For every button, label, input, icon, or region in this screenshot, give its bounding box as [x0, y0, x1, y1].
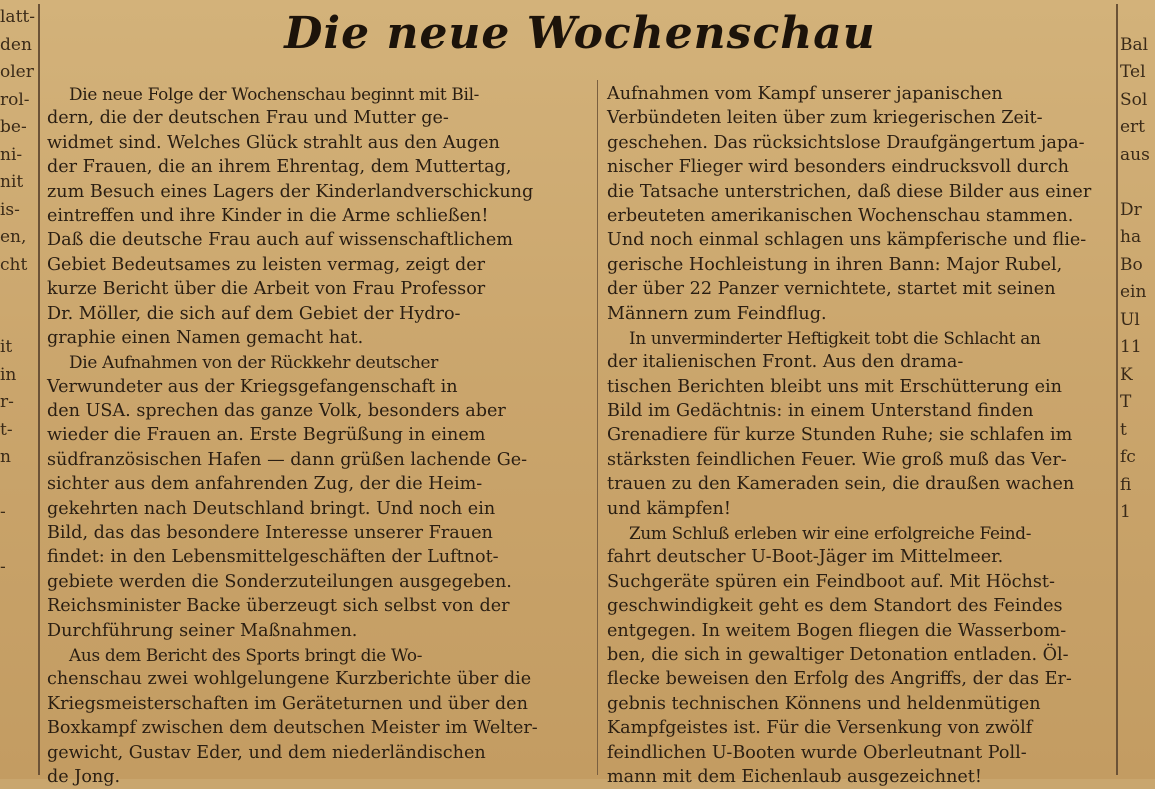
article-headline: Die neue Wochenschau [284, 8, 876, 59]
column-rule-left [38, 4, 40, 775]
article-column-left [47, 82, 585, 789]
article-text-line: Boxkampf zwischen dem deutschen Meister im Welter- [47, 718, 538, 739]
edge-text-fragment [0, 637, 36, 665]
article-text-line: de Jong. [47, 766, 121, 787]
edge-text-fragment [0, 664, 36, 692]
edge-text-fragment: Tel [1120, 62, 1146, 82]
edge-text-fragment: cht [0, 254, 28, 275]
edge-text-fragment: r- [0, 392, 14, 412]
article-text-line: südfranzösischen Hafen — dann grüßen lachende Ge- [47, 449, 528, 470]
edge-text-fragment: 11 [1120, 337, 1142, 357]
article-text-line: Bild, das das besondere Interesse unserer Frauen [47, 523, 493, 544]
article-text-line: graphie einen Namen gemacht hat. [47, 327, 364, 348]
edge-text-fragment [1120, 554, 1155, 582]
edge-text-fragment: aus [1120, 144, 1150, 165]
edge-text-fragment: rol- [0, 89, 30, 110]
article-text-line: widmet sind. Welches Glück strahlt aus den Augen [47, 132, 500, 153]
article-text-line: sichter aus dem anfahrenden Zug, der die Heim- [47, 474, 483, 495]
column-rule-middle [597, 80, 598, 775]
article-text-line: dern, die der deutschen Frau und Mutter ge- [47, 108, 449, 129]
article-text-line: Zum Schluß erleben wir eine erfolgreiche Feind- [629, 523, 1032, 544]
article-text-line: chenschau zwei wohlgelungene Kurzberichte über die [47, 669, 532, 690]
edge-text-fragment: be- [0, 117, 27, 137]
article-text-line: Aufnahmen vom Kampf unserer japanischen [607, 84, 1003, 104]
edge-text-fragment: n [0, 447, 11, 467]
left-neighbor-column [0, 0, 36, 779]
edge-text-fragment [1120, 609, 1155, 637]
article-text-line: eintreffen und ihre Kinder in die Arme schließen! [47, 205, 489, 226]
edge-text-fragment: - [0, 502, 6, 522]
article-text-line: mann mit dem Eichenlaub ausgezeichnet! [607, 766, 982, 787]
article-text-line: gekehrten nach Deutschland bringt. Und noch ein [47, 498, 496, 519]
article-text-line: In unverminderter Heftigkeit tobt die Schlacht an [629, 327, 1041, 348]
article-text-line: findet: in den Lebensmittelgeschäften der Luftnot- [47, 547, 499, 568]
article-text-line: Bild im Gedächtnis: in einem Unterstand finden [607, 401, 1034, 422]
article-text-line: Und noch einmal schlagen uns kämpferische und flie- [607, 230, 1087, 251]
article-text-line: gebiete werden die Sonderzuteilungen ausgegeben. [47, 571, 512, 592]
article-text-line: Die neue Folge der Wochenschau beginnt mit Bil- [69, 84, 480, 104]
edge-text-fragment: nit [0, 172, 24, 192]
edge-text-fragment: t- [0, 419, 13, 440]
edge-text-fragment: t [1120, 419, 1127, 440]
edge-text-fragment: T [1120, 392, 1132, 412]
edge-text-fragment [1120, 4, 1155, 32]
article-text-line: trauen zu den Kameraden sein, die draußen wachen [607, 474, 1075, 495]
edge-text-fragment: K [1120, 364, 1133, 385]
edge-text-fragment: fc [1120, 447, 1136, 467]
article-text-line: der italienischen Front. Aus den drama- [607, 352, 964, 373]
edge-text-fragment: is- [0, 199, 20, 220]
edge-text-fragment: ein [1120, 282, 1147, 302]
article-text-line: ben, die sich in gewaltiger Detonation entladen. Öl- [607, 644, 1069, 665]
edge-text-fragment [0, 472, 36, 500]
article-text-line: feindlichen U-Booten wurde Oberleutnant Poll- [607, 742, 1027, 763]
edge-text-fragment: - [0, 557, 6, 577]
article-text-line: tischen Berichten bleibt uns mit Erschütterung ein [607, 376, 1062, 397]
article-text-line: nischer Flieger wird besonders eindrucksvoll durch [607, 157, 1069, 178]
article-text-line: geschwindigkeit geht es dem Standort des Feindes [607, 596, 1063, 617]
article-text-line: erbeuteten amerikanischen Wochenschau stammen. [607, 205, 1074, 226]
edge-text-fragment: oler [0, 62, 34, 82]
edge-text-fragment: fi [1120, 474, 1132, 495]
article-text-line: der über 22 Panzer vernichtete, startet mit seinen [607, 279, 1056, 300]
edge-text-fragment: ni- [0, 144, 23, 165]
article-text-line: Aus dem Bericht des Sports bringt die Wo- [69, 644, 423, 665]
article-text-line: Die Aufnahmen von der Rückkehr deutscher [69, 352, 438, 373]
article-text-line: flecke beweisen den Erfolg des Angriffs, der das Er- [607, 669, 1072, 690]
edge-text-fragment [0, 692, 36, 720]
article-text-line: gewicht, Gustav Eder, und dem niederländischen [47, 742, 486, 763]
article-text-line: geschehen. Das rücksichtslose Draufgängertum japa- [607, 132, 1085, 153]
article-text-line: stärksten feindlichen Feuer. Wie groß muß das Ver- [607, 449, 1067, 470]
article-text-line: fahrt deutscher U-Boot-Jäger im Mittelmeer. [607, 547, 1004, 568]
article-text-line: kurze Bericht über die Arbeit von Frau Professor [47, 279, 486, 300]
right-neighbor-column [1120, 0, 1155, 779]
edge-text-fragment: 1 [1120, 502, 1131, 522]
edge-text-fragment [0, 307, 36, 335]
edge-text-fragment [0, 279, 36, 307]
edge-text-fragment [1120, 169, 1155, 197]
article-text-line: wieder die Frauen an. Erste Begrüßung in einem [47, 425, 486, 446]
article-text-line: gerische Hochleistung in ihren Bann: Major Rubel, [607, 254, 1063, 275]
article-text-line: Dr. Möller, die sich auf dem Gebiet der Hydro- [47, 303, 461, 324]
edge-text-fragment: Ul [1120, 309, 1140, 330]
article-text-line: der Frauen, die an ihrem Ehrentag, dem Muttertag, [47, 157, 512, 178]
article-text-line: Grenadiere für kurze Stunden Ruhe; sie schlafen im [607, 425, 1073, 446]
article-text-line: entgegen. In weitem Bogen fliegen die Wasserbom- [607, 620, 1067, 641]
edge-text-fragment: Bo [1120, 254, 1143, 275]
edge-text-fragment: Bal [1120, 34, 1149, 55]
edge-text-fragment: latt- [0, 7, 35, 27]
edge-text-fragment [0, 527, 36, 555]
edge-text-fragment [1120, 637, 1155, 665]
article-text-line: Gebiet Bedeutsames zu leisten vermag, zeigt der [47, 254, 486, 275]
article-text-line: Männern zum Feindflug. [607, 303, 827, 324]
edge-text-fragment [1120, 527, 1155, 555]
edge-text-fragment: Sol [1120, 89, 1148, 110]
article-text-line: und kämpfen! [607, 498, 731, 519]
edge-text-fragment: en, [0, 227, 27, 247]
article-text-line: Suchgeräte spüren ein Feindboot auf. Mit Höchst- [607, 571, 1055, 592]
article-text-line: Verwundeter aus der Kriegsgefangenschaft in [47, 376, 458, 397]
article-text-line: Kriegsmeisterschaften im Geräteturnen und über den [47, 693, 528, 714]
article-text-line: den USA. sprechen das ganze Volk, besonders aber [47, 401, 506, 422]
article-column-right [607, 82, 1111, 789]
edge-text-fragment: ha [1120, 227, 1142, 247]
article-text-line: die Tatsache unterstrichen, daß diese Bilder aus einer [607, 181, 1092, 202]
edge-text-fragment [0, 582, 36, 610]
article-text-line: Kampfgeistes ist. Für die Versenkung von zwölf [607, 718, 1033, 739]
edge-text-fragment: in [0, 364, 17, 385]
article-text-line: gebnis technischen Könnens und heldenmütigen [607, 693, 1041, 714]
article-text-line: Durchführung seiner Maßnahmen. [47, 620, 358, 641]
column-rule-right [1116, 4, 1118, 775]
article-text-line: zum Besuch eines Lagers der Kinderlandverschickung [47, 181, 534, 202]
edge-text-fragment: Dr [1120, 199, 1142, 220]
edge-text-fragment: it [0, 337, 13, 357]
article-text-line: Verbündeten leiten über zum kriegerischen Zeit- [607, 108, 1043, 129]
article-text-line: Reichsminister Backe überzeugt sich selbst von der [47, 596, 510, 617]
edge-text-fragment: den [0, 34, 32, 55]
edge-text-fragment [0, 609, 36, 637]
article-text-line: Daß die deutsche Frau auch auf wissenschaftlichem [47, 230, 513, 251]
edge-text-fragment [1120, 582, 1155, 610]
edge-text-fragment: ert [1120, 117, 1146, 137]
